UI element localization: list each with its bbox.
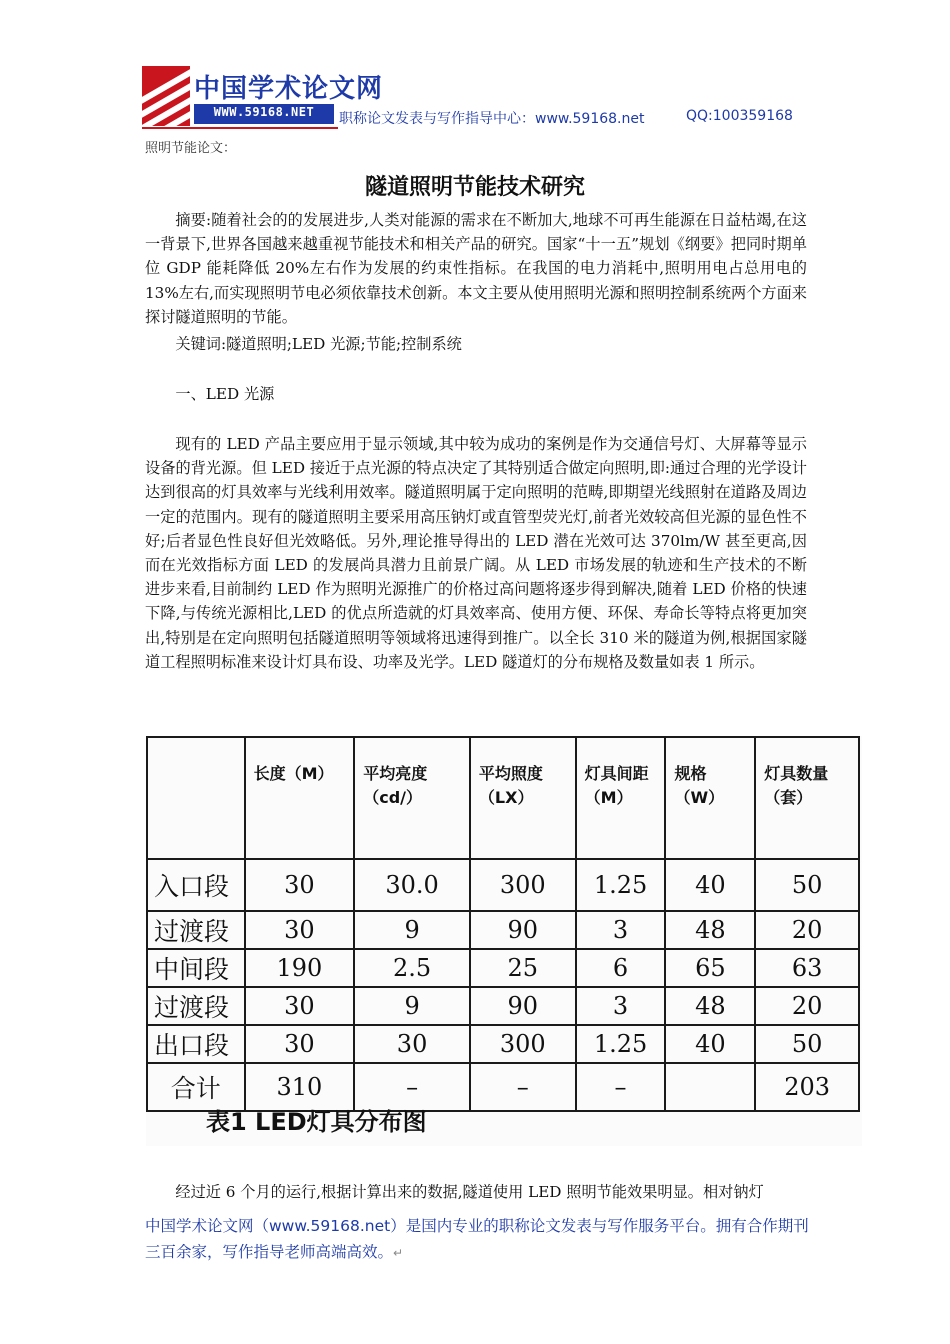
footer-promo[interactable] — [145, 1213, 815, 1266]
table-row — [147, 911, 859, 949]
table-cell: 203 — [755, 1063, 859, 1111]
table-cell: 2.5 — [354, 949, 470, 987]
led-distribution-table — [146, 736, 860, 1112]
table-cell: 65 — [665, 949, 755, 987]
table-header-cell: 长度（M） — [245, 737, 355, 859]
footer-text: 中国学术论文网（www.59168.net）是国内专业的职称论文发表与写作服务平台。拥有合作期刊三百余家，写作指导老师高端高效。 — [145, 1217, 809, 1261]
section-heading: 一、LED 光源 — [175, 385, 275, 403]
table-header-cell: 灯具间距 （M） — [576, 737, 666, 859]
table-row-label: 入口段 — [147, 859, 245, 911]
logo-url: WWW.59168.NET — [213, 105, 315, 119]
table-row-label: 合计 — [147, 1063, 245, 1111]
table-cell — [665, 1063, 755, 1111]
table-cell: 63 — [755, 949, 859, 987]
table-cell: 20 — [755, 987, 859, 1025]
table-header-cell: 灯具数量 （套） — [755, 737, 859, 859]
table-cell: 48 — [665, 911, 755, 949]
site-logo[interactable] — [142, 66, 384, 126]
closing-paragraph: 经过近 6 个月的运行,根据计算出来的数据,隧道使用 LED 照明节能效果明显。相对钠灯 — [175, 1183, 764, 1201]
table-row-label: 中间段 — [147, 949, 245, 987]
table-cell: 30 — [245, 859, 355, 911]
return-mark-icon: ↵ — [393, 1246, 404, 1260]
table-cell: 310 — [245, 1063, 355, 1111]
table-row-label: 过渡段 — [147, 911, 245, 949]
section-body-paragraph: 现有的 LED 产品主要应用于显示领域,其中较为成功的案例是作为交通信号灯、大屏幕等显示设备的背光源。但 LED 接近于点光源的特点决定了其特别适合做定向照明,即:通过合理的光学设计达到很高的灯具效率与光线利用效率。隧道照明属于定向照明的范畴,即期望光线照射在道路及周边一定的范围内。现有的隧道照明主要采用高压钠灯或直管型荧光灯,前者光效较高但光源的显色性不好;后者显色性良好但光效略低。另外,理论推导得出的 LED 潜在光效可达 370lm/W 甚至更高,因而在光效指标方面 LED 的发展尚具潜力且前景广阔。从 LED 市场发展的轨迹和生产技术的不断进步来看,目前制约 LED 作为照明光源推广的价格过高问题将逐步得到解决,随着 LED 价格的快速下降,与传统光源相比,LED 的优点所造就的灯具效率高、使用方便、环保、寿命长等特点将更加突出,特别是在定向照明包括隧道照明等领域将迅速得到推广。以全长 310 米的隧道为例,根据国家隧道工程照明标准来设计灯具布设、功率及光学。LED 隧道灯的分布规格及数量如表 1 所示。 — [145, 435, 807, 671]
table-cell: – — [470, 1063, 576, 1111]
category-label: 照明节能论文： — [145, 141, 237, 156]
table-header-corner — [147, 737, 245, 859]
table-cell: 190 — [245, 949, 355, 987]
abstract-paragraph: 摘要:随着社会的的发展进步,人类对能源的需求在不断加大,地球不可再生能源在日益枯竭,在这一背景下,世界各国越来越重视节能技术和相关产品的研究。国家“十一五”规划《纲要》把同时期单位 GDP 能耗降低 20%左右作为发展的约束性指标。在我国的电力消耗中,照明用电占总用电的 13%左右,而实现照明节电必须依靠技术创新。本文主要从使用照明光源和照明控制系统两个方面来探讨隧道照明的节能。 — [145, 211, 807, 326]
table-cell: 90 — [470, 911, 576, 949]
table-cell: 30 — [245, 1025, 355, 1063]
table-header-cell: 平均照度 （LX） — [470, 737, 576, 859]
table-cell: 20 — [755, 911, 859, 949]
table-cell: 50 — [755, 1025, 859, 1063]
table-row — [147, 949, 859, 987]
table-row-label: 出口段 — [147, 1025, 245, 1063]
table-cell: 1.25 — [576, 1025, 666, 1063]
table-cell: – — [354, 1063, 470, 1111]
table-cell: 300 — [470, 1025, 576, 1063]
table-row — [147, 859, 859, 911]
table-cell: 3 — [576, 911, 666, 949]
table-cell: 6 — [576, 949, 666, 987]
table-cell: 30 — [245, 911, 355, 949]
table-cell: 30 — [245, 987, 355, 1025]
table-cell: 30 — [354, 1025, 470, 1063]
table-cell: 300 — [470, 859, 576, 911]
table-row-label: 过渡段 — [147, 987, 245, 1025]
keywords-line: 关键词:隧道照明;LED 光源;节能;控制系统 — [175, 335, 462, 353]
table-row — [147, 987, 859, 1025]
table-cell: 25 — [470, 949, 576, 987]
logo-emblem-icon — [142, 66, 190, 126]
table-cell: 48 — [665, 987, 755, 1025]
table-header-cell: 规格 （W） — [665, 737, 755, 859]
table-cell: 9 — [354, 987, 470, 1025]
table-cell: – — [576, 1063, 666, 1111]
table-cell: 90 — [470, 987, 576, 1025]
logo-title: 中国学术论文网 — [194, 74, 384, 104]
banner-divider — [142, 127, 338, 129]
table-header-cell: 平均亮度 （cd/） — [354, 737, 470, 859]
table-cell: 50 — [755, 859, 859, 911]
table-cell: 3 — [576, 987, 666, 1025]
table-cell: 30.0 — [354, 859, 470, 911]
header-tagline[interactable]: 职称论文发表与写作指导中心：www.59168.net — [339, 111, 645, 127]
table-cell: 9 — [354, 911, 470, 949]
table-cell: 1.25 — [576, 859, 666, 911]
logo-url-box — [194, 104, 334, 124]
table-header-row — [147, 737, 859, 859]
table-cell: 40 — [665, 1025, 755, 1063]
header-qq: QQ:100359168 — [686, 108, 793, 124]
table-row — [147, 1025, 859, 1063]
page-title: 隧道照明节能技术研究 — [364, 175, 585, 200]
table-cell: 40 — [665, 859, 755, 911]
led-distribution-table-figure — [146, 736, 862, 1146]
table-caption: 表1 LED灯具分布图 — [206, 1108, 427, 1136]
